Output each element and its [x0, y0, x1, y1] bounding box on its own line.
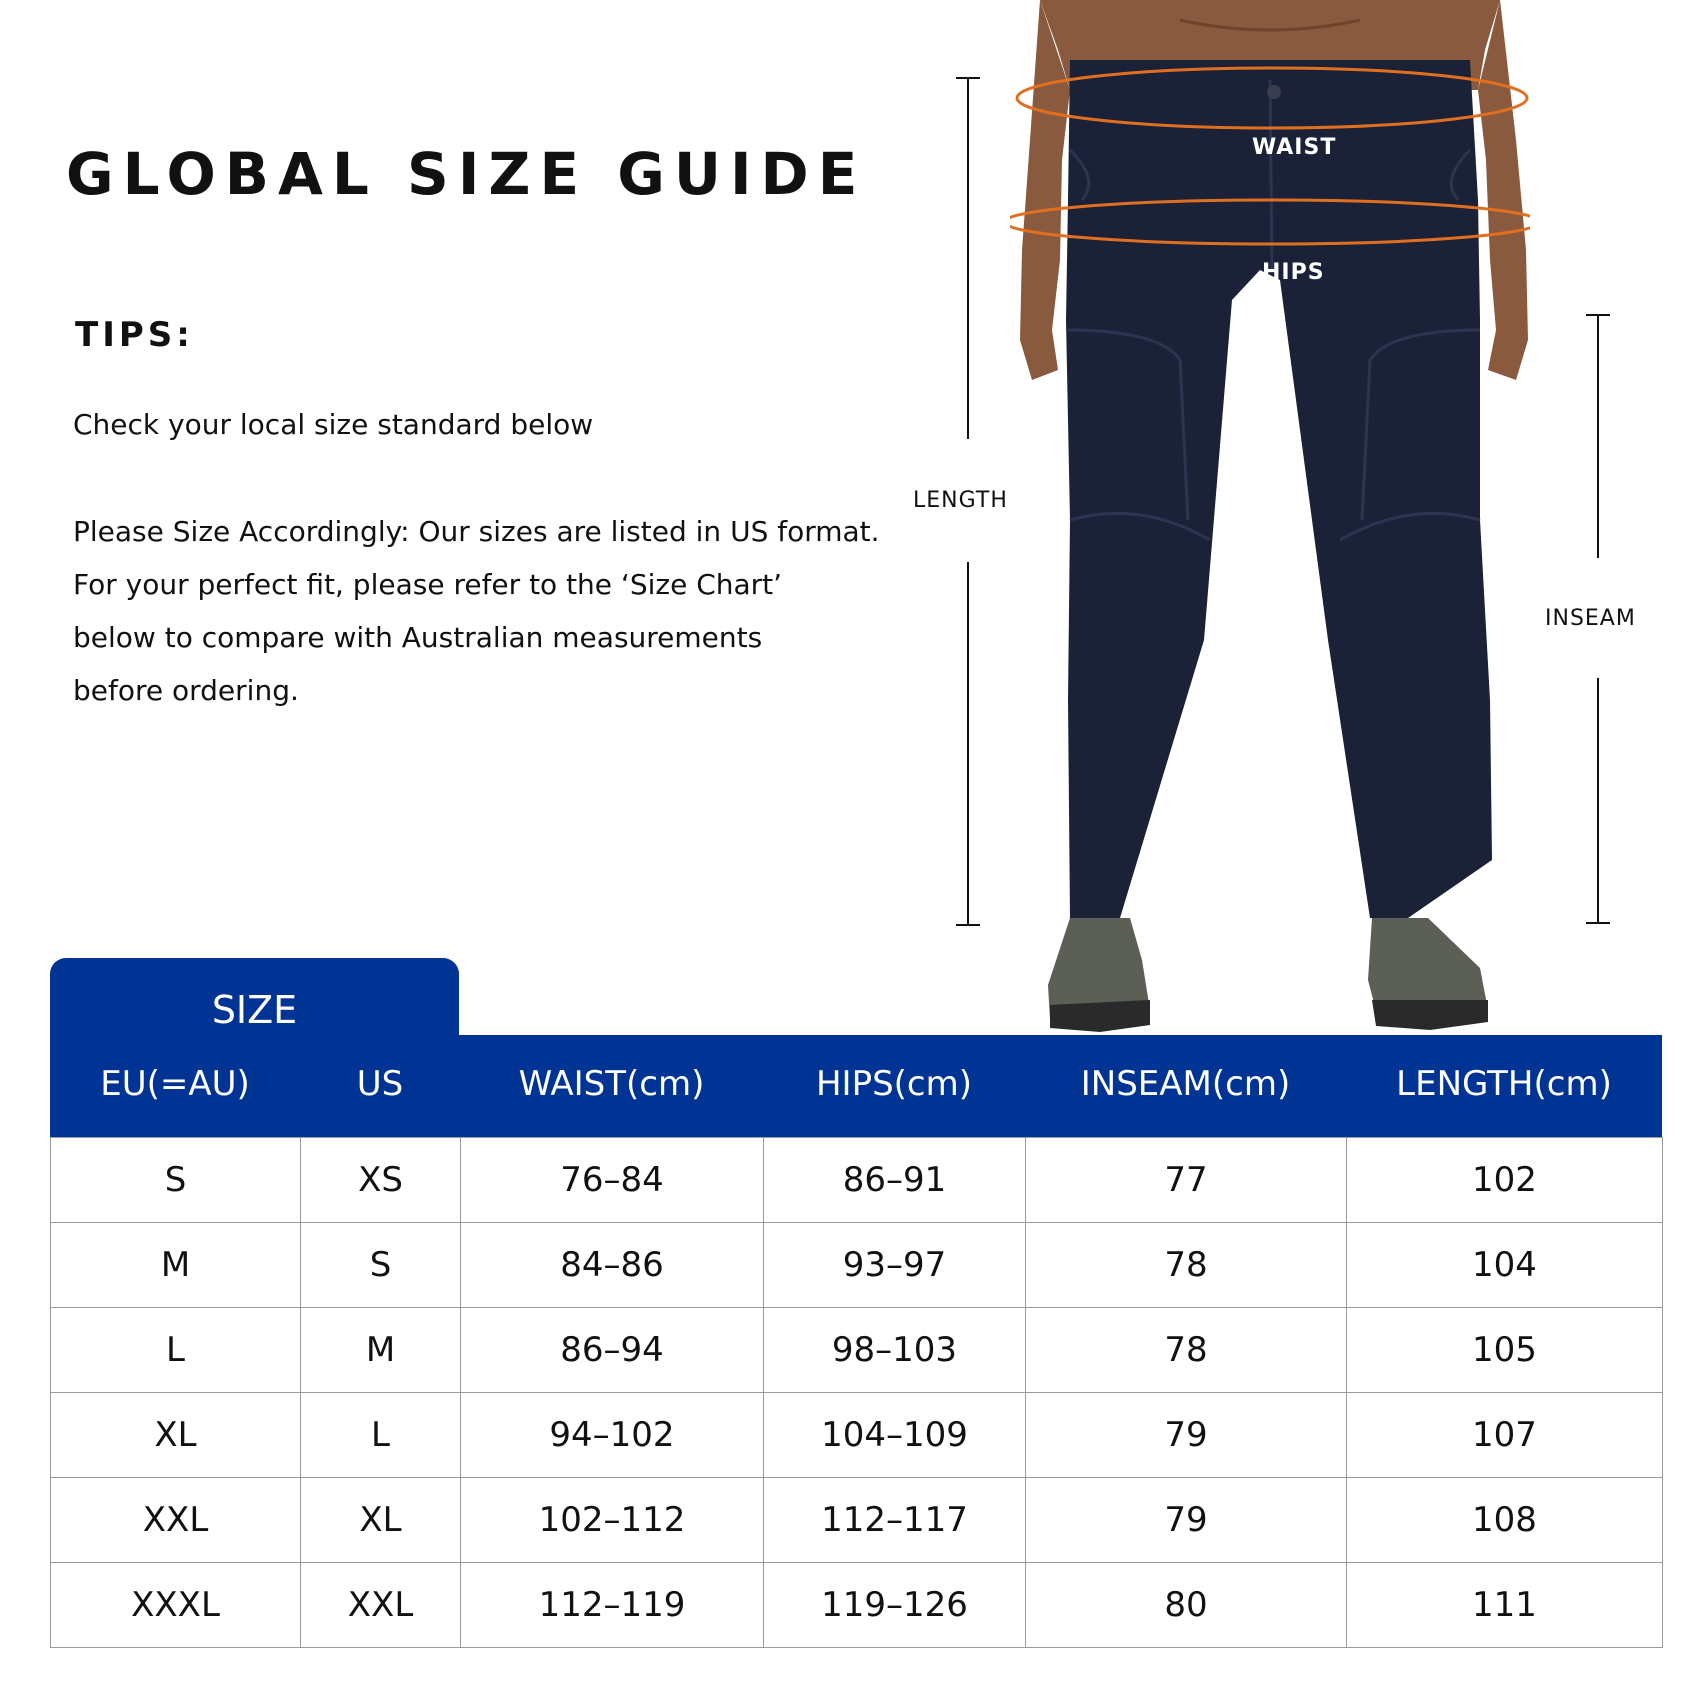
header-us: US [356, 1064, 404, 1104]
cell-us: S [301, 1223, 461, 1308]
cell-hips: 104–109 [764, 1393, 1026, 1478]
cell-waist: 102–112 [461, 1478, 764, 1563]
size-table [50, 1137, 1663, 1648]
cell-waist: 94–102 [461, 1393, 764, 1478]
cell-eu: M [51, 1223, 301, 1308]
table-row [51, 1138, 1663, 1223]
tips-line-5: before ordering. [73, 674, 299, 707]
cell-us: L [301, 1393, 461, 1478]
length-label: LENGTH [913, 488, 1008, 513]
table-row [51, 1563, 1663, 1648]
cell-length: 108 [1347, 1478, 1663, 1563]
cell-length: 107 [1347, 1393, 1663, 1478]
cell-waist: 84–86 [461, 1223, 764, 1308]
header-length: LENGTH(cm) [1396, 1064, 1612, 1104]
cell-waist: 86–94 [461, 1308, 764, 1393]
cell-waist: 112–119 [461, 1563, 764, 1648]
size-tab-label: SIZE [211, 988, 298, 1032]
cell-hips: 119–126 [764, 1563, 1026, 1648]
cell-us: XXL [301, 1563, 461, 1648]
tips-heading: TIPS: [75, 315, 194, 355]
cell-inseam: 79 [1026, 1393, 1347, 1478]
tips-line-4: below to compare with Australian measurements [73, 621, 763, 654]
cell-eu: L [51, 1308, 301, 1393]
cell-us: M [301, 1308, 461, 1393]
tips-line-2: Please Size Accordingly: Our sizes are listed in US format. [73, 515, 880, 548]
table-row [51, 1308, 1663, 1393]
tips-line-3: For your perfect fit, please refer to the ‘Size Chart’ [73, 568, 783, 601]
cell-length: 104 [1347, 1223, 1663, 1308]
table-row [51, 1393, 1663, 1478]
cell-hips: 98–103 [764, 1308, 1026, 1393]
cell-eu: XL [51, 1393, 301, 1478]
cell-us: XL [301, 1478, 461, 1563]
waist-label: WAIST [1252, 135, 1337, 160]
cell-us: XS [301, 1138, 461, 1223]
header-eu: EU(=AU) [100, 1064, 250, 1104]
table-row [51, 1223, 1663, 1308]
table-row [51, 1478, 1663, 1563]
page-title: GLOBAL SIZE GUIDE [66, 140, 867, 208]
inseam-label: INSEAM [1545, 606, 1636, 631]
cell-eu: S [51, 1138, 301, 1223]
cell-hips: 86–91 [764, 1138, 1026, 1223]
hips-label: HIPS [1262, 260, 1325, 285]
cell-eu: XXL [51, 1478, 301, 1563]
cell-inseam: 78 [1026, 1223, 1347, 1308]
cell-length: 105 [1347, 1308, 1663, 1393]
cell-inseam: 80 [1026, 1563, 1347, 1648]
size-tab [50, 958, 459, 1038]
cell-inseam: 78 [1026, 1308, 1347, 1393]
header-waist: WAIST(cm) [518, 1064, 705, 1104]
tips-line-1: Check your local size standard below [73, 408, 594, 441]
cell-waist: 76–84 [461, 1138, 764, 1223]
cell-inseam: 77 [1026, 1138, 1347, 1223]
cell-length: 102 [1347, 1138, 1663, 1223]
cell-hips: 112–117 [764, 1478, 1026, 1563]
cell-hips: 93–97 [764, 1223, 1026, 1308]
header-hips: HIPS(cm) [815, 1064, 973, 1104]
header-inseam: INSEAM(cm) [1080, 1064, 1291, 1104]
cell-length: 111 [1347, 1563, 1663, 1648]
table-header [50, 1035, 1662, 1137]
cell-inseam: 79 [1026, 1478, 1347, 1563]
cell-eu: XXXL [51, 1563, 301, 1648]
